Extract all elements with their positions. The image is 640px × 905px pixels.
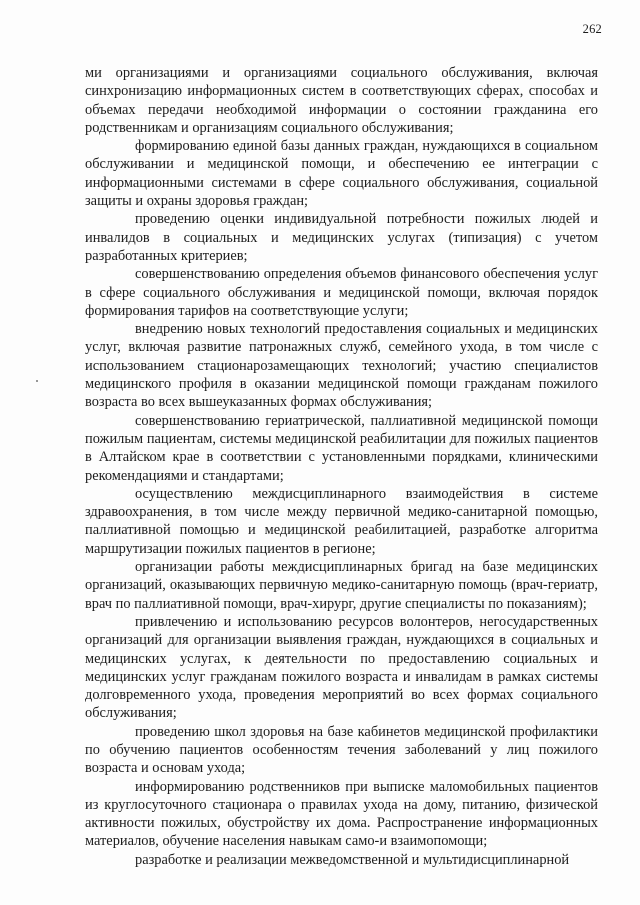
paragraph: осуществлению междисциплинарного взаимодействия в системе здравоохранения, в том числе между первичной медико-санитарной помощью, паллиативной помощью и медицинской реабилитацией, разработке алгоритма маршрутизации пожилых пациентов в регионе; bbox=[85, 485, 598, 557]
paragraph: организации работы междисциплинарных бригад на базе медицинских организаций, оказывающих первичную медико-санитарную помощь (врач-гериатр, врач по паллиативной помощи, врач-хирург, другие специалисты по показаниям); bbox=[85, 559, 598, 612]
paragraph: проведению оценки индивидуальной потребности пожилых людей и инвалидов в социальных и медицинских услугах (типизация) с учетом разработанных критериев; bbox=[85, 211, 598, 264]
paragraph: разработке и реализации межведомственной и мультидисциплинарной bbox=[135, 851, 570, 868]
paragraph: совершенствованию гериатрической, паллиативной медицинской помощи пожилым пациентам, системы медицинской реабилитации для пожилых пациентов в Алтайском крае в соответствии с установленными порядками, клиническими рекомендациями и стандартами; bbox=[85, 412, 598, 484]
scan-artifact-dot bbox=[36, 380, 38, 382]
paragraph-continuation: ми организациями и организациями социального обслуживания, включая синхронизацию информационных систем в соответствующих сферах, способах и объемах передачи необходимой информации о состоянии гражданина его родственникам и организациям социального обслуживания; bbox=[85, 65, 598, 136]
paragraph: внедрению новых технологий предоставления социальных и медицинских услуг, включая развитие патронажных служб, семейного ухода, в том числе с использованием стационарозамещающих технологий; участию специалистов медицинского профиля в оказании медицинской помощи гражданам пожилого возраста во всех вышеуказанных формах обслуживания; bbox=[85, 321, 598, 411]
paragraph: совершенствованию определения объемов финансового обеспечения услуг в сфере социального обслуживания и медицинской помощи, включая порядок формирования тарифов на соответствующие услуги; bbox=[85, 266, 598, 319]
paragraph: проведению школ здоровья на базе кабинетов медицинской профилактики по обучению пациентов особенностям течения заболеваний у лиц пожилого возраста и основам ухода; bbox=[85, 723, 598, 777]
page-number: 262 bbox=[582, 22, 602, 36]
body-text bbox=[85, 64, 598, 869]
paragraph: привлечению и использованию ресурсов волонтеров, негосударственных организаций для организации выявления граждан, нуждающихся в социальных и медицинских услугах, к деятельности по предоставлению социальных и медицинских услуг гражданам пожилого возраста и инвалидам в рамках системы долговременного ухода, проведения мероприятий во всех формах социального обслуживания; bbox=[85, 613, 598, 722]
paragraph: формированию единой базы данных граждан, нуждающихся в социальном обслуживании и медицинской помощи, и обеспечению ее интеграции с информационными системами в сфере социального обслуживания, социальной защиты и охраны здоровья граждан; bbox=[85, 138, 598, 210]
paragraph: информированию родственников при выписке маломобильных пациентов из круглосуточного стационара о правилах ухода на дому, питанию, физической активности пожилых, обустройству их дома. Распространение информационных материалов, обучение населения навыкам само-и взаимопомощи; bbox=[85, 778, 598, 850]
